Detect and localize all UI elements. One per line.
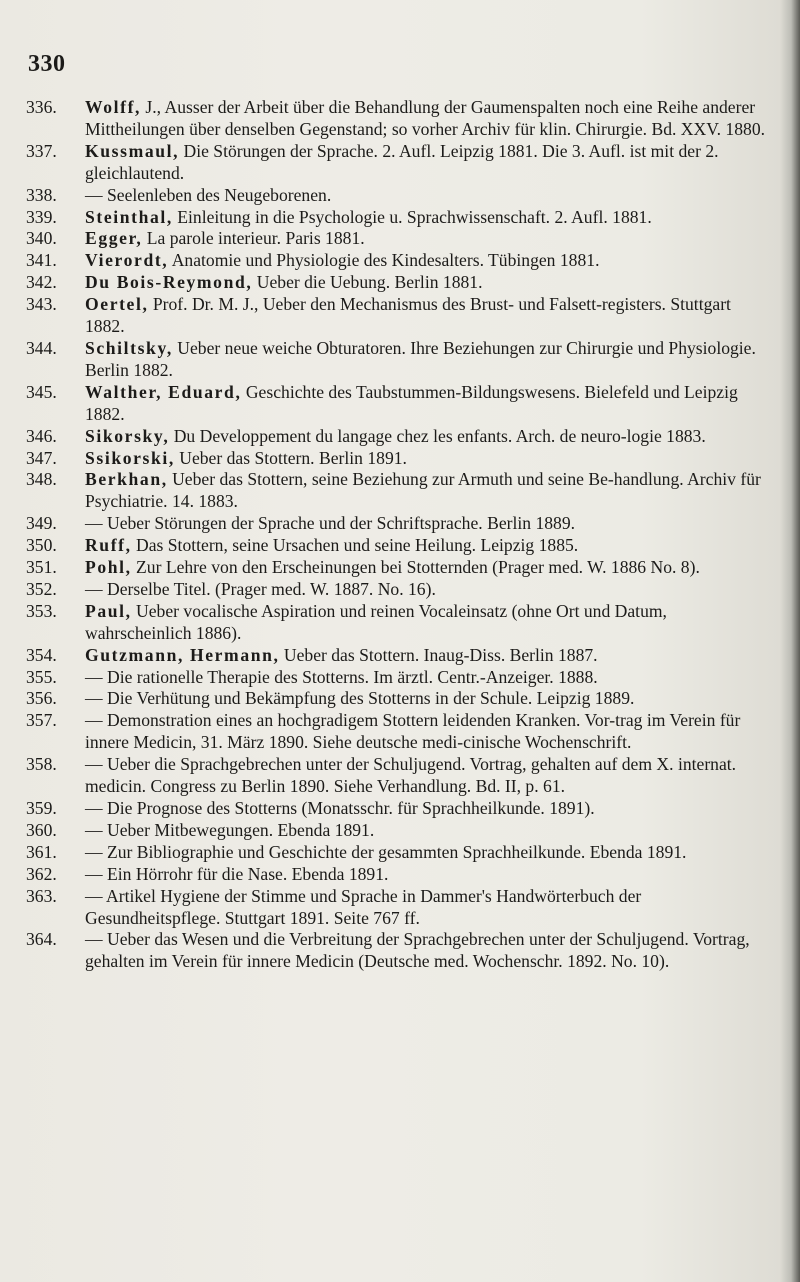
entry-number: 364.	[26, 929, 57, 950]
bibliography-entry	[26, 228, 771, 250]
page-number: 330	[28, 51, 66, 77]
bibliography-entry	[26, 185, 771, 207]
entry-text: — Zur Bibliographie und Geschichte der gesammten Sprachheilkunde. Ebenda 1891.	[85, 841, 687, 862]
entry-text: — Derselbe Titel. (Prager med. W. 1887. No. 16).	[85, 578, 436, 599]
entry-author: Ssikorski,	[85, 447, 175, 468]
bibliography-entry	[26, 426, 771, 448]
entry-text: Du Developpement du langage chez les enfants. Arch. de neuro-logie 1883.	[169, 425, 706, 446]
entry-text: — Seelenleben des Neugeborenen.	[85, 184, 332, 205]
entry-number: 361.	[26, 841, 57, 862]
entry-text: — Ueber Störungen der Sprache und der Schriftsprache. Berlin 1889.	[85, 513, 576, 534]
entry-author: Berkhan,	[85, 469, 168, 490]
bibliography-entry	[26, 469, 771, 513]
bibliography-entry	[26, 798, 771, 820]
entry-text: Ueber vocalische Aspiration und reinen Vocaleinsatz (ohne Ort und Datum, wahrscheinlich 1886).	[85, 600, 667, 643]
bibliography-entry	[26, 886, 771, 930]
bibliography-entry	[26, 579, 771, 601]
entry-number: 336.	[26, 97, 57, 117]
bibliography-entry	[26, 338, 771, 382]
entry-number: 355.	[26, 666, 57, 687]
entry-author: Walther, Eduard,	[85, 381, 242, 402]
entry-number: 348.	[26, 469, 57, 490]
bibliography-entry	[26, 820, 771, 842]
bibliography-entry	[26, 842, 771, 864]
entry-number: 342.	[26, 272, 57, 293]
entry-number: 337.	[26, 140, 57, 161]
bibliography-entry	[26, 645, 771, 667]
entry-number: 359.	[26, 798, 57, 818]
bibliography-entry	[26, 535, 771, 557]
entry-text: — Die rationelle Therapie des Stotterns. Im ärztl. Centr.-Anzeiger. 1888.	[85, 666, 598, 687]
bibliography-entry	[26, 688, 771, 710]
entry-author: Vierordt,	[85, 250, 169, 271]
entry-text: — Ueber Mitbewegungen. Ebenda 1891.	[85, 819, 375, 840]
entry-text: Ueber das Stottern. Berlin 1891.	[174, 447, 407, 468]
bibliography-entry	[26, 864, 771, 886]
entry-number: 362.	[26, 863, 57, 884]
entry-text: — Ueber das Wesen und die Verbreitung der Sprachgebrechen unter der Schuljugend. Vortrag, gehalten im Verein für innere Medicin (Deutsche med. Wochenschr. 1892. No. 10).	[85, 929, 750, 972]
bibliography-entry	[26, 601, 771, 645]
entry-number: 339.	[26, 206, 57, 227]
entry-text: Ueber das Stottern. Inaug-Diss. Berlin 1887.	[279, 644, 598, 665]
entry-number: 354.	[26, 644, 57, 665]
entry-author: Steinthal,	[85, 206, 173, 227]
entry-number: 360.	[26, 819, 57, 840]
entry-number: 344.	[26, 337, 57, 358]
bibliography-entry	[26, 382, 771, 426]
entry-text: J., Ausser der Arbeit über die Behandlung der Gaumenspalten noch eine Reihe anderer Mittheilungen über denselben Gegenstand; so vorher Archiv für klin. Chirurgie. Bd. XXV. 1880.	[85, 97, 766, 139]
entry-text: — Artikel Hygiene der Stimme und Sprache in Dammer's Handwörterbuch der Gesundheitspflege. Stuttgart 1891. Seite 767 ff.	[85, 885, 642, 928]
entry-text: Einleitung in die Psychologie u. Sprachwissenschaft. 2. Aufl. 1881.	[172, 206, 652, 227]
entry-author: Schiltsky,	[85, 337, 173, 358]
page-edge-shadow	[780, 0, 800, 1282]
entry-text: Ueber die Uebung. Berlin 1881.	[252, 272, 483, 293]
entry-number: 346.	[26, 425, 57, 446]
bibliography-entry	[26, 141, 771, 185]
entry-number: 341.	[26, 250, 57, 271]
entry-author: Wolff,	[85, 97, 142, 117]
bibliography-entry	[26, 207, 771, 229]
entry-number: 363.	[26, 885, 57, 906]
entry-number: 353.	[26, 600, 57, 621]
bibliography-entry	[26, 272, 771, 294]
entry-text: — Ein Hörrohr für die Nase. Ebenda 1891.	[85, 863, 389, 884]
entry-number: 340.	[26, 228, 57, 249]
entry-text: Die Störungen der Sprache. 2. Aufl. Leipzig 1881. Die 3. Aufl. ist mit der 2. gleichlautend.	[85, 140, 719, 183]
entry-number: 358.	[26, 754, 57, 775]
bibliography-entry	[26, 667, 771, 689]
entry-number: 338.	[26, 184, 57, 205]
entry-number: 349.	[26, 513, 57, 534]
entry-text: Ueber das Stottern, seine Beziehung zur Armuth und seine Be-handlung. Archiv für Psychiatrie. 14. 1883.	[85, 469, 761, 512]
entry-text: Das Stottern, seine Ursachen und seine Heilung. Leipzig 1885.	[131, 535, 579, 556]
entry-text: Zur Lehre von den Erscheinungen bei Stotternden (Prager med. W. 1886 No. 8).	[131, 557, 700, 578]
entry-author: Gutzmann, Hermann,	[85, 644, 280, 665]
entry-author: Egger,	[85, 228, 143, 249]
entry-author: Pohl,	[85, 557, 132, 578]
entry-number: 347.	[26, 447, 57, 468]
entry-text: Ueber neue weiche Obturatoren. Ihre Beziehungen zur Chirurgie und Physiologie. Berlin 1882.	[85, 337, 756, 380]
entry-author: Kussmaul,	[85, 140, 180, 161]
entry-author: Paul,	[85, 600, 132, 621]
bibliography-entry	[26, 513, 771, 535]
bibliography-list	[26, 97, 771, 973]
entry-text: — Die Verhütung und Bekämpfung des Stotterns in der Schule. Leipzig 1889.	[85, 688, 635, 709]
entry-number: 351.	[26, 557, 57, 578]
entry-author: Du Bois-Reymond,	[85, 272, 253, 293]
entry-text: — Ueber die Sprachgebrechen unter der Schuljugend. Vortrag, gehalten auf dem X. internat. medicin. Congress zu Berlin 1890. Siehe Verhandlung. Bd. II, p. 61.	[85, 754, 737, 797]
bibliography-entry	[26, 557, 771, 579]
bibliography-entry	[26, 754, 771, 798]
entry-text: La parole interieur. Paris 1881.	[142, 228, 365, 249]
entry-author: Ruff,	[85, 535, 132, 556]
entry-text: Geschichte des Taubstummen-Bildungswesens. Bielefeld und Leipzig 1882.	[85, 381, 738, 424]
entry-text: — Demonstration eines an hochgradigem Stottern leidenden Kranken. Vor-trag im Verein für innere Medicin, 31. März 1890. Siehe deutsche medi-cinische Wochenschrift.	[85, 710, 741, 753]
entry-text: — Die Prognose des Stotterns (Monatsschr. für Sprachheilkunde. 1891).	[85, 798, 595, 818]
bibliography-entry	[26, 710, 771, 754]
entry-number: 356.	[26, 688, 57, 709]
entry-author: Oertel,	[85, 294, 149, 315]
entry-author: Sikorsky,	[85, 425, 170, 446]
bibliography-entry	[26, 250, 771, 272]
entry-number: 350.	[26, 535, 57, 556]
bibliography-entry	[26, 294, 771, 338]
entry-number: 343.	[26, 294, 57, 315]
bibliography-entry	[26, 929, 771, 973]
entry-text: Prof. Dr. M. J., Ueber den Mechanismus des Brust- und Falsett-registers. Stuttgart 1882.	[85, 294, 731, 337]
entry-number: 345.	[26, 381, 57, 402]
bibliography-entry	[26, 448, 771, 470]
bibliography-entry	[26, 97, 771, 141]
entry-number: 357.	[26, 710, 57, 731]
entry-number: 352.	[26, 578, 57, 599]
entry-text: Anatomie und Physiologie des Kindesalters. Tübingen 1881.	[168, 250, 600, 271]
